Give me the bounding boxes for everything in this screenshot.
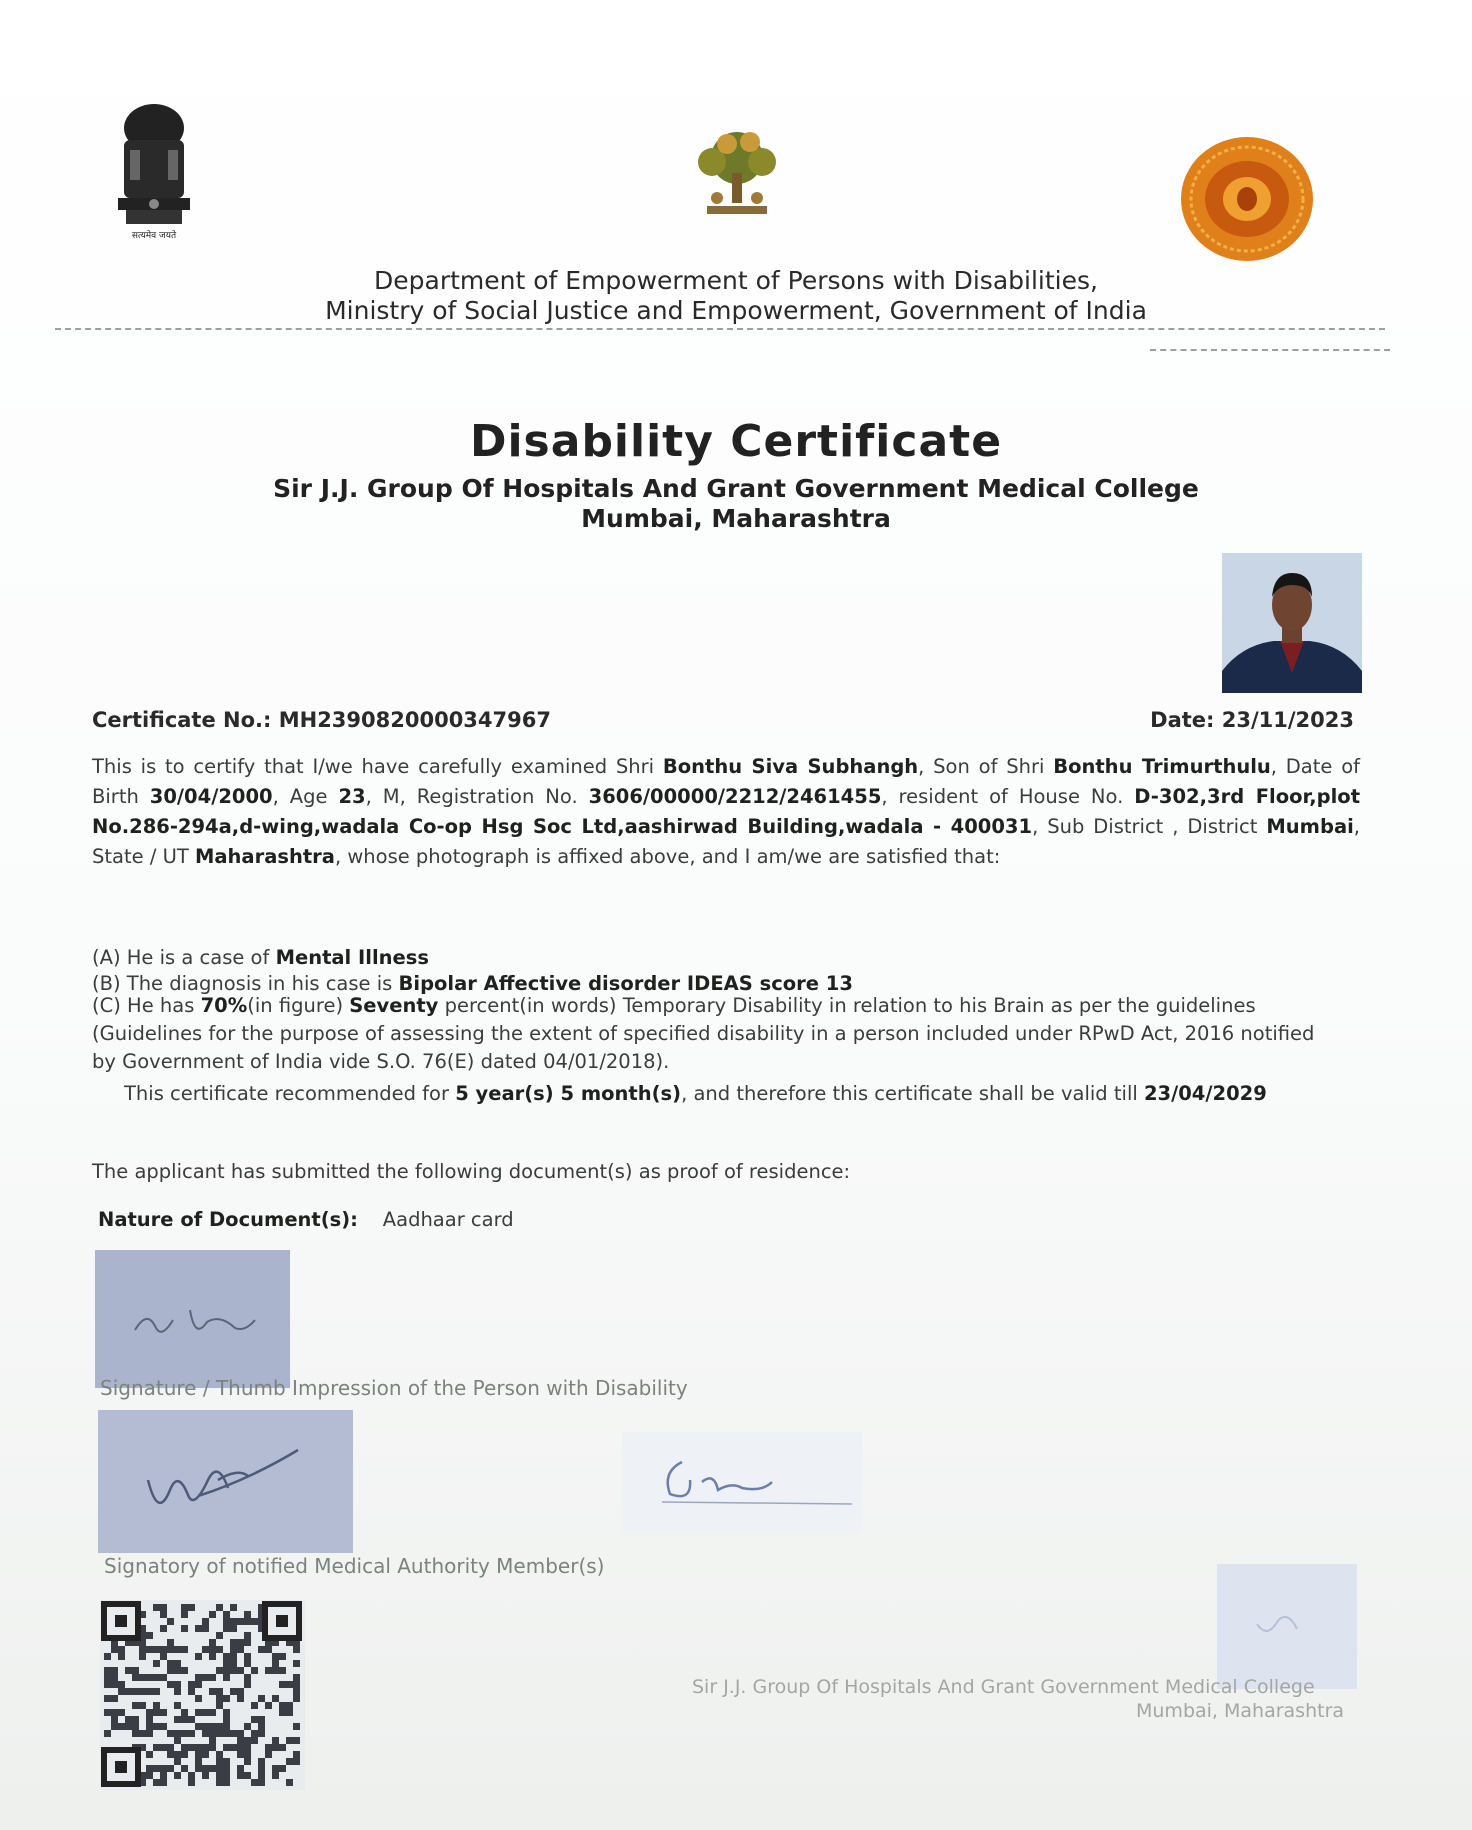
text: (C) He has [92, 994, 201, 1017]
father-name: Bonthu Trimurthulu [1053, 755, 1271, 778]
text: , State / UT [92, 815, 1360, 868]
nature-of-document [98, 1208, 514, 1231]
text: This certificate recommended for [124, 1082, 456, 1105]
text: , Age [272, 785, 339, 808]
footer-hospital-line-1: Sir J.J. Group Of Hospitals And Grant Government Medical College [692, 1676, 1315, 1698]
validity-statement [124, 1082, 1267, 1105]
certificate-title: Disability Certificate [469, 416, 1003, 467]
item-c [92, 992, 1342, 1076]
authority-signature-2 [622, 1432, 862, 1532]
date-label: Date: [1150, 708, 1215, 732]
valid-till-date: 23/04/2029 [1143, 1082, 1267, 1105]
text: , and therefore this certificate shall be valid till [681, 1082, 1144, 1105]
cert-no: MH2390820000347967 [278, 708, 551, 732]
footer-hospital-line-2: Mumbai, Maharashtra [1136, 1700, 1345, 1722]
applicant-photo [1222, 553, 1362, 693]
official-stamp [1217, 1564, 1357, 1689]
text: , Sub District , District [1032, 815, 1267, 838]
text: (B) The diagnosis in his case is [92, 972, 399, 995]
department-line-1: Department of Empowerment of Persons with Disabilities, [374, 266, 1098, 295]
district: Mumbai [1266, 815, 1354, 838]
divider [55, 328, 1385, 330]
registration-number: 3606/00000/2212/2461455 [588, 785, 882, 808]
hospital-location: Mumbai, Maharashtra [581, 504, 891, 533]
divider-2 [1150, 349, 1390, 351]
text: , Date of Birth [92, 755, 1360, 808]
cert-no-label: Certificate No.: [92, 708, 272, 732]
ministry-logo-icon [672, 118, 802, 228]
department-line-2: Ministry of Social Justice and Empowerment, Government of India [325, 296, 1147, 325]
text: percent(in words) Temporary Disability in relation to his Brain as per the guidelines (Guidelines for the purpose of assessing the extent of specified disability in a person included under RPwD Act, 2016 notified by Government of India vide S.O. 76(E) dated 04/01/2018). [92, 994, 1315, 1073]
certificate-number-row [92, 708, 1354, 732]
address: D-302,3rd Floor,plot No.286-294a,d-wing,wadala Co-op Hsg Soc Ltd,aashirwad Building,wadala - 400031 [92, 785, 1361, 838]
disability-percent-words: Seventy [349, 994, 439, 1017]
authority-signature-label: Signatory of notified Medical Authority Member(s) [104, 1554, 605, 1578]
item-a [92, 946, 429, 969]
state: Maharashtra [194, 845, 335, 868]
text: , resident of House No. [881, 785, 1135, 808]
authority-signature-1 [98, 1410, 353, 1553]
orange-seal-icon [1180, 135, 1315, 263]
text: , whose photograph is affixed above, and I am/we are satisfied that: [334, 845, 1001, 868]
certification-paragraph [92, 752, 1360, 872]
nature-value: Aadhaar card [382, 1208, 514, 1231]
applicant-signature [95, 1250, 290, 1388]
disability-percent: 70% [200, 994, 248, 1017]
text: , M, Registration No. [365, 785, 589, 808]
text: , Son of Shri [918, 755, 1054, 778]
applicant-signature-label: Signature / Thumb Impression of the Person with Disability [100, 1376, 688, 1400]
date-field [1150, 708, 1354, 732]
text: (in figure) [247, 994, 350, 1017]
diagnosis: Bipolar Affective disorder IDEAS score 13 [398, 972, 853, 995]
age: 23 [338, 785, 366, 808]
hospital-name: Sir J.J. Group Of Hospitals And Grant Government Medical College [273, 474, 1199, 503]
text: This is to certify that I/we have carefully examined Shri [92, 755, 663, 778]
national-emblem-icon [108, 100, 200, 245]
emblem-caption: सत्यमेव जयते [131, 231, 177, 241]
disability-type: Mental Illness [275, 946, 429, 969]
text: (A) He is a case of [92, 946, 276, 969]
applicant-name: Bonthu Siva Subhangh [662, 755, 919, 778]
qr-code-icon [100, 1600, 305, 1790]
nature-label: Nature of Document(s): [98, 1208, 358, 1231]
residence-intro: The applicant has submitted the following document(s) as proof of residence: [92, 1160, 851, 1183]
date-of-birth: 30/04/2000 [149, 785, 273, 808]
date-value: 23/11/2023 [1221, 708, 1354, 732]
recommended-duration: 5 year(s) 5 month(s) [455, 1082, 682, 1105]
